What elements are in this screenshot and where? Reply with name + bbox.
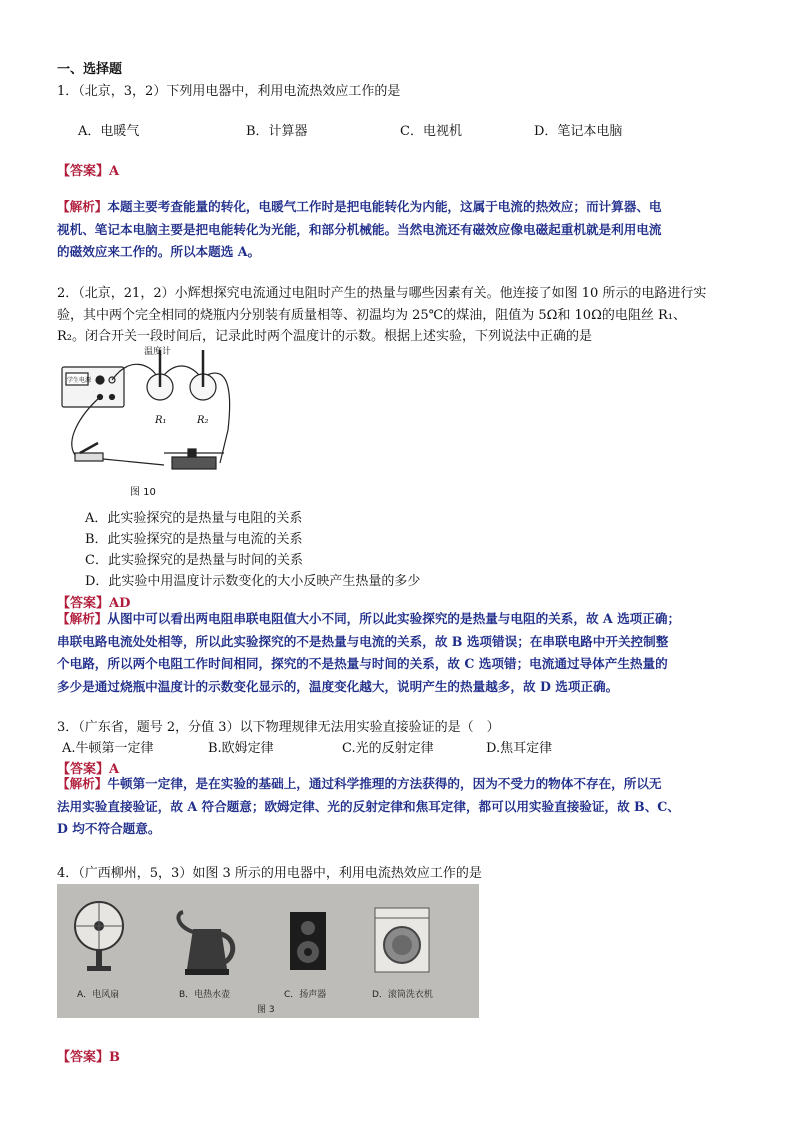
analysis-line: 本题主要考查能量的转化，电暖气工作时是把电能转化为内能，这属于电流的热效应；而计算器、电: [107, 199, 662, 214]
power-label: 学生电源: [67, 377, 92, 384]
analysis-line: 从图中可以看出两电阻串联电阻值大小不同，所以此实验探究的是热量与电阻的关系，故 A 选项正确；: [107, 611, 681, 626]
q3-option-a: A.牛顿第一定律: [62, 741, 154, 756]
q2-analysis: [57, 608, 680, 698]
thermometer-label: 温度计: [144, 347, 172, 357]
answer-tag: 【答案】: [57, 1050, 110, 1065]
q1-option-c: C．电视机: [400, 124, 462, 139]
q1-option-a: A．电暖气: [78, 124, 140, 139]
answer-value: A: [109, 164, 120, 179]
figure-3-appliances: [57, 884, 479, 1018]
question-3-stem: 3．（广东省，题号 2，分值 3）以下物理规律无法用实验直接验证的是（ ）: [57, 720, 500, 735]
section-title: 一、选择题: [57, 62, 123, 77]
analysis-line: 牛顿第一定律，是在实验的基础上，通过科学推理的方法获得的，因为不受力的物体不存在，所以无: [107, 776, 662, 791]
answer-value: AD: [109, 596, 131, 611]
question-1-stem: 1．（北京，3，2）下列用电器中，利用电流热效应工作的是: [57, 84, 401, 99]
appliances-photo: [57, 884, 479, 1018]
speaker-icon: [290, 912, 326, 970]
q1-option-d: D．笔记本电脑: [534, 124, 623, 139]
analysis-line: 串联电路电流处处相等，所以此实验探究的不是热量与电流的关系，故 B 选项错误；在串联电路中开关控制整: [57, 633, 669, 649]
figure-item-d: D．滚筒洗衣机: [372, 990, 433, 1000]
q2-option-a: A．此实验探究的是热量与电阻的关系: [85, 511, 303, 526]
analysis-line: 多少是通过烧瓶中温度计的示数变化显示的，温度变化越大，说明产生的热量越多，故 D 选项正确。: [57, 678, 619, 694]
figure-item-c: C．扬声器: [284, 990, 327, 1000]
r1-label: R₁: [155, 415, 167, 426]
analysis-line: D 均不符合题意。: [57, 821, 161, 836]
stem-line: 2．（北京，21，2）小辉想探究电流通过电阻时产生的热量与哪些因素有关。他连接了如图 10 所示的电路进行实: [57, 286, 707, 301]
q3-analysis: [57, 773, 680, 841]
figure-item-a: A．电风扇: [77, 990, 120, 1000]
question-2-stem: [57, 283, 706, 348]
analysis-line: 的磁效应来工作的。所以本题选 A。: [57, 244, 261, 259]
stem-line: R₂。闭合开关一段时间后，记录此时两个温度计的示数。根据上述实验，下列说法中正确的是: [57, 329, 593, 344]
answer-tag: 【答案】: [57, 164, 110, 179]
q2-option-c: C．此实验探究的是热量与时间的关系: [85, 553, 303, 568]
q3-option-b: B.欧姆定律: [208, 741, 274, 756]
washing-machine-icon: [375, 908, 429, 972]
figure-3-caption: 图 3: [257, 1005, 275, 1015]
q1-option-b: B．计算器: [246, 124, 308, 139]
q2-option-b: B．此实验探究的是热量与电流的关系: [85, 532, 303, 547]
q4-answer: [57, 1046, 120, 1065]
q2-option-d: D．此实验中用温度计示数变化的大小反映产生热量的多少: [85, 574, 421, 589]
q3-option-d: D.焦耳定律: [486, 741, 553, 756]
figure-item-b: B．电热水壶: [179, 990, 231, 1000]
analysis-line: 个电路，所以两个电阻工作时间相同，探究的不是热量与时间的关系，故 C 选项错；电流通过导体产生热量的: [57, 656, 668, 671]
analysis-tag: 【解析】: [57, 611, 108, 626]
kettle-icon: [178, 912, 232, 975]
figure-10-caption: 图 10: [130, 487, 156, 498]
fan-icon: [75, 902, 123, 971]
circuit-diagram: [60, 345, 250, 503]
answer-value: B: [109, 1050, 121, 1065]
analysis-tag: 【解析】: [57, 776, 108, 791]
q1-answer: [57, 160, 119, 179]
answer-tag: 【答案】: [57, 762, 110, 777]
analysis-line: 法用实验直接验证，故 A 符合题意；欧姆定律、光的反射定律和焦耳定律，都可以用实验直接验证，故 B、C、: [57, 798, 680, 814]
question-4-stem: 4．（广西柳州，5，3）如图 3 所示的用电器中，利用电流热效应工作的是: [57, 866, 482, 881]
q2-options: [85, 508, 420, 592]
q1-analysis: [57, 196, 662, 264]
figure-10-circuit: [60, 345, 250, 503]
r2-label: R₂: [197, 415, 209, 426]
analysis-tag: 【解析】: [57, 199, 108, 214]
stem-line: 验，其中两个完全相同的烧瓶内分别装有质量相等、初温均为 25℃的煤油，阻值为 5Ω和 10Ω的电阻丝 R₁、: [57, 307, 686, 323]
q3-option-c: C.光的反射定律: [342, 741, 434, 756]
answer-value: A: [109, 762, 120, 777]
analysis-line: 视机、笔记本电脑主要是把电能转化为光能，和部分机械能。当然电流还有磁效应像电磁起重机就是利用电流: [57, 221, 662, 237]
answer-tag: 【答案】: [57, 596, 110, 611]
